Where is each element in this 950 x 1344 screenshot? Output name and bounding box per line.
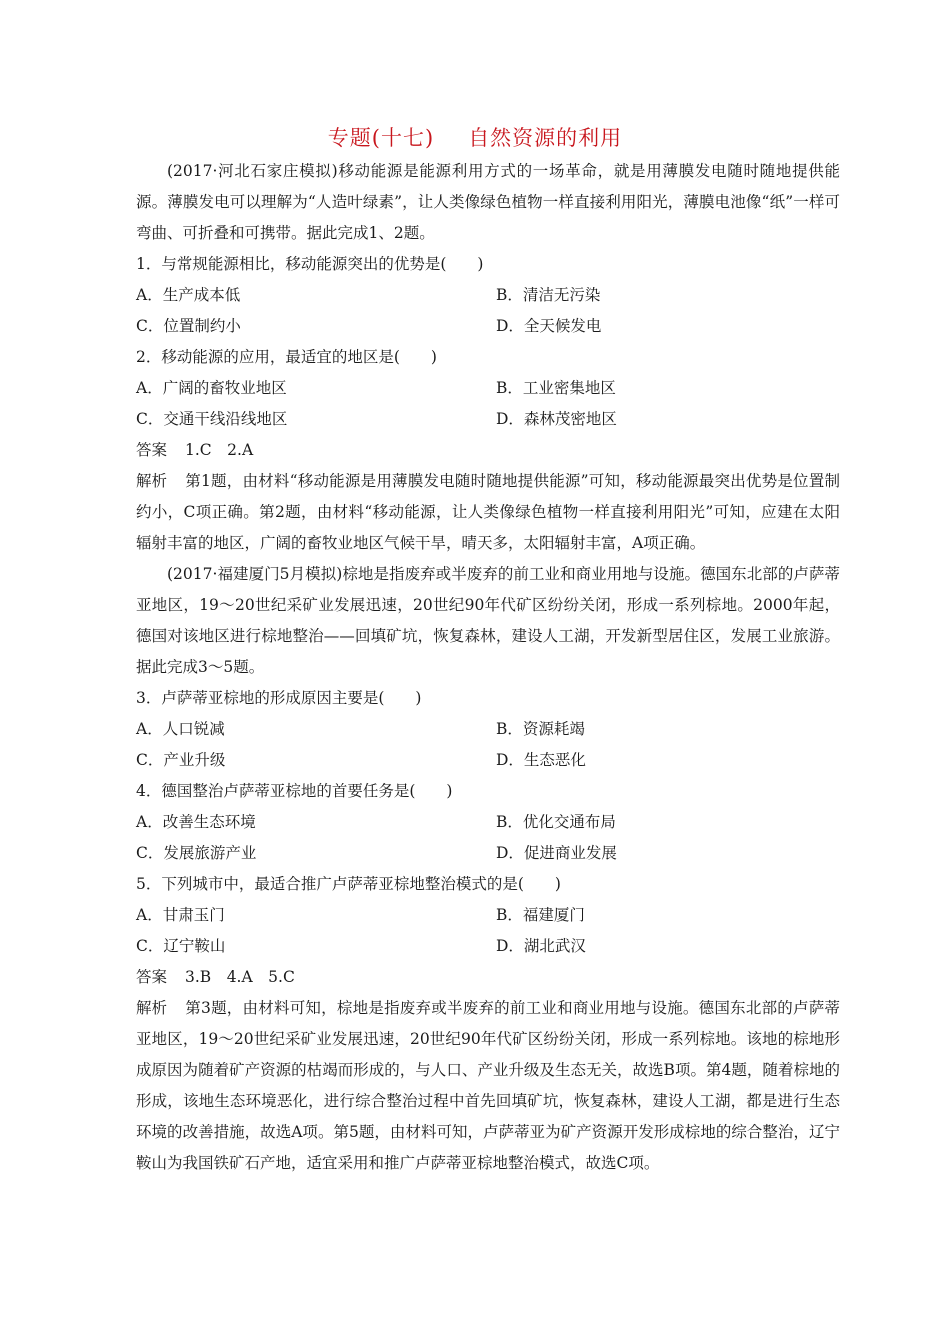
- question-5-option-c: C．辽宁鞍山: [136, 937, 226, 955]
- question-1-stem: 1．与常规能源相比，移动能源突出的优势是( ): [136, 255, 484, 273]
- analysis-label: 解析: [136, 999, 168, 1017]
- question-1-option-b: B．清洁无污染: [496, 286, 601, 304]
- page-title: [0, 122, 950, 152]
- question-3-option-b: B．资源耗竭: [496, 720, 585, 738]
- answer-label: 答案: [136, 441, 168, 459]
- question-1-options-row-1: [136, 280, 840, 311]
- title-topic-number: 专题(十七): [327, 126, 435, 150]
- title-topic-name: 自然资源的利用: [468, 126, 623, 150]
- question-2-options-row-2: [136, 404, 840, 435]
- document-body: [136, 156, 840, 1179]
- question-4-option-b: B．优化交通布局: [496, 813, 616, 831]
- section2-answer: [136, 962, 840, 993]
- question-5-option-a: A．甘肃玉门: [136, 906, 225, 924]
- question-5-option-b: B．福建厦门: [496, 906, 585, 924]
- question-2-option-d: D．森林茂密地区: [496, 410, 617, 428]
- question-5-stem: 5．下列城市中，最适合推广卢萨蒂亚棕地整治模式的是( ): [136, 875, 561, 893]
- section2-intro: (2017·福建厦门5月模拟)棕地是指废弃或半废弃的前工业和商业用地与设施。德国东北部的卢萨蒂亚地区，19～20世纪采矿业发展迅速，20世纪90年代矿区纷纷关闭，形成一系列棕地。2000年起，德国对该地区进行棕地整治——回填矿坑，恢复森林，建设人工湖，开发新型居住区，发展工业旅游。据此完成3～5题。: [136, 565, 840, 676]
- question-3-option-c: C．产业升级: [136, 751, 226, 769]
- question-2-option-b: B．工业密集地区: [496, 379, 616, 397]
- question-3-option-d: D．生态恶化: [496, 751, 586, 769]
- section1-answer: [136, 435, 840, 466]
- question-3-options-row-2: [136, 745, 840, 776]
- question-5-option-d: D．湖北武汉: [496, 937, 586, 955]
- answer-value: 3.B 4.A 5.C: [185, 968, 295, 986]
- question-2-option-a: A．广阔的畜牧业地区: [136, 379, 287, 397]
- question-2-options-row-1: [136, 373, 840, 404]
- analysis-label: 解析: [136, 472, 168, 490]
- question-4-option-a: A．改善生态环境: [136, 813, 256, 831]
- question-4-option-c: C．发展旅游产业: [136, 844, 257, 862]
- question-3-options-row-1: [136, 714, 840, 745]
- question-4-stem: 4．德国整治卢萨蒂亚棕地的首要任务是( ): [136, 782, 453, 800]
- section1-intro: (2017·河北石家庄模拟)移动能源是能源利用方式的一场革命，就是用薄膜发电随时随地提供能源。薄膜发电可以理解为“人造叶绿素”，让人类像绿色植物一样直接利用阳光，薄膜电池像“纸”一样可弯曲、可折叠和可携带。据此完成1、2题。: [136, 162, 840, 242]
- question-4-options-row-1: [136, 807, 840, 838]
- section1-analysis: [136, 466, 840, 559]
- answer-value: 1.C 2.A: [185, 441, 254, 459]
- question-5-options-row-2: [136, 931, 840, 962]
- question-1-option-d: D．全天候发电: [496, 317, 602, 335]
- question-1-option-c: C．位置制约小: [136, 317, 241, 335]
- section2-analysis: [136, 993, 840, 1179]
- question-3-stem: 3．卢萨蒂亚棕地的形成原因主要是( ): [136, 689, 422, 707]
- question-4-option-d: D．促进商业发展: [496, 844, 617, 862]
- question-2-stem: 2．移动能源的应用，最适宜的地区是( ): [136, 348, 437, 366]
- question-1-options-row-2: [136, 311, 840, 342]
- answer-label: 答案: [136, 968, 168, 986]
- question-1-option-a: A．生产成本低: [136, 286, 241, 304]
- analysis-text: 第3题，由材料可知，棕地是指废弃或半废弃的前工业和商业用地与设施。德国东北部的卢萨蒂亚地区，19～20世纪采矿业发展迅速，20世纪90年代矿区纷纷关闭，形成一系列棕地。该地的棕地形成原因为随着矿产资源的枯竭而形成的，与人口、产业升级及生态无关，故选B项。第4题，随着棕地的形成，该地生态环境恶化，进行综合整治过程中首先回填矿坑，恢复森林，建设人工湖，都是进行生态环境的改善措施，故选A项。第5题，由材料可知，卢萨蒂亚为矿产资源开发形成棕地的综合整治，辽宁鞍山为我国铁矿石产地，适宜采用和推广卢萨蒂亚棕地整治模式，故选C项。: [136, 999, 840, 1172]
- question-2-option-c: C．交通干线沿线地区: [136, 410, 288, 428]
- question-5-options-row-1: [136, 900, 840, 931]
- question-4-options-row-2: [136, 838, 840, 869]
- question-3-option-a: A．人口锐减: [136, 720, 225, 738]
- analysis-text: 第1题，由材料“移动能源是用薄膜发电随时随地提供能源”可知，移动能源最突出优势是位置制约小，C项正确。第2题，由材料“移动能源，让人类像绿色植物一样直接利用阳光”可知，应建在太阳辐射丰富的地区，广阔的畜牧业地区气候干旱，晴天多，太阳辐射丰富，A项正确。: [136, 472, 840, 552]
